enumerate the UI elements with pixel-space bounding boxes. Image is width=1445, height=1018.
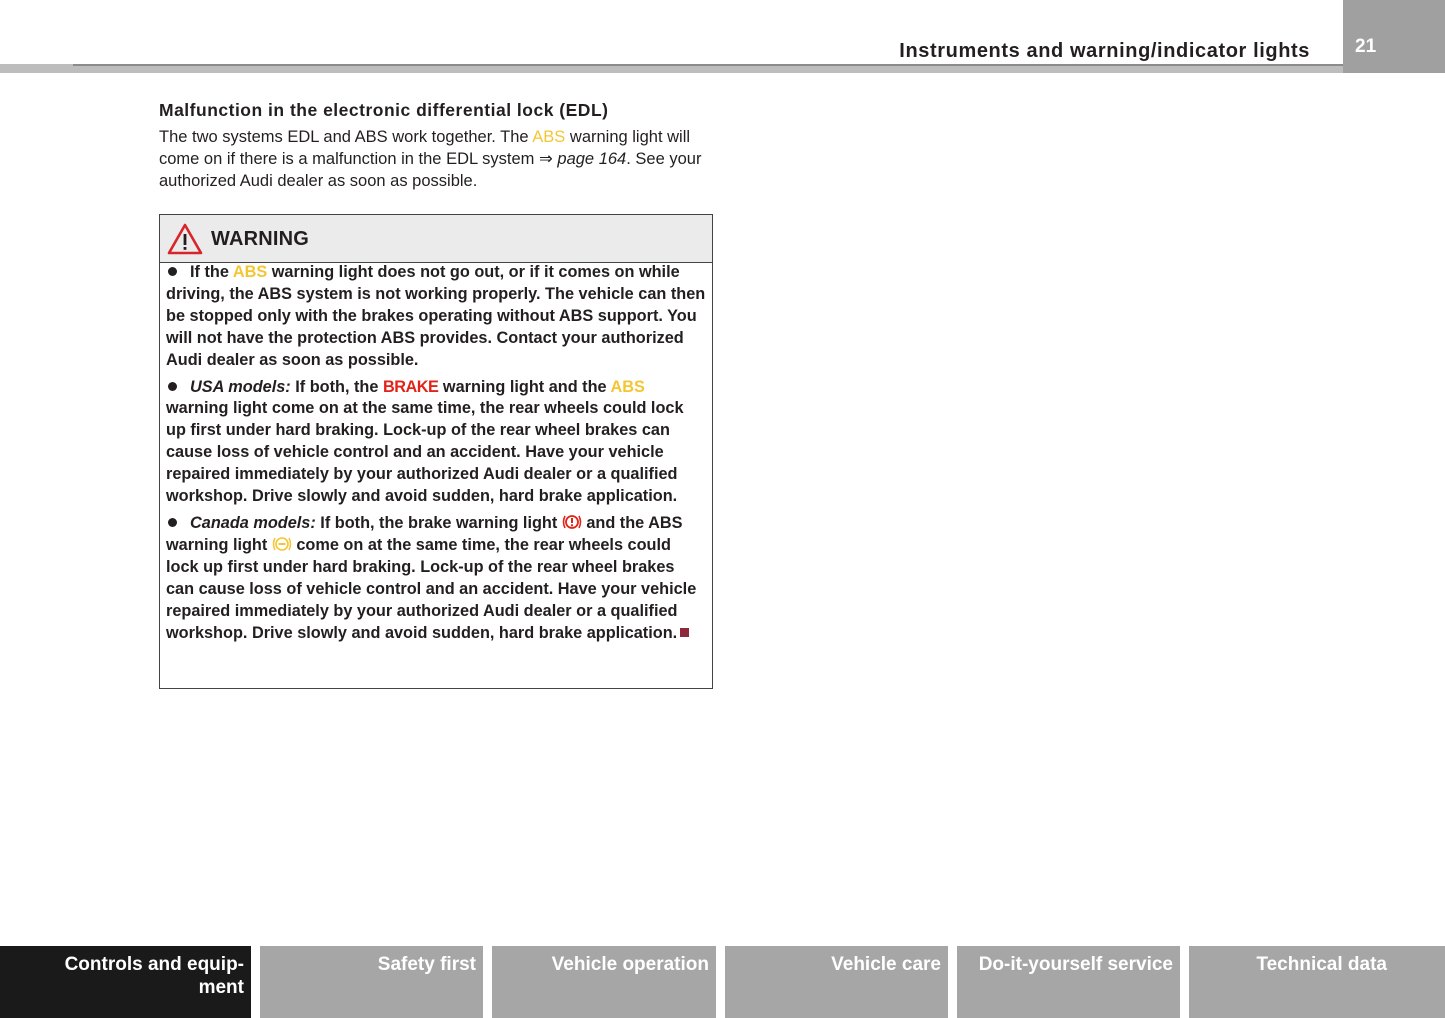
footer-nav bbox=[0, 946, 1445, 1018]
footer-tab-diy-service[interactable] bbox=[957, 946, 1180, 1018]
warning-title: WARNING bbox=[211, 228, 310, 250]
header-section-title: Instruments and warning/indicator lights bbox=[899, 40, 1310, 62]
footer-tab-controls[interactable] bbox=[0, 946, 251, 1018]
footer-tab-technical-data[interactable] bbox=[1189, 946, 1445, 1018]
intro-text-1: The two systems EDL and ABS work together. The bbox=[159, 128, 533, 146]
item-prefix: If both, the brake warning light bbox=[315, 513, 562, 532]
footer-tab-safety[interactable] bbox=[260, 946, 483, 1018]
item-text: warning light does not go out, or if it comes on while driving, the ABS system is not working properly. The vehicle can then be stopped only with the brakes operating without ABS support. You will not have the protection ABS provides. Contact your authorized Audi dealer as soon as possible. bbox=[166, 263, 706, 369]
item-text: warning light come on at the same time, the rear wheels could lock up first under hard braking. Lock-up of the rear wheel brakes can cause loss of vehicle control and an accident. Have your vehicle repaired immediately by your authorized Audi dealer or a qualified workshop. Drive slowly and avoid sudden, hard brake application. bbox=[166, 399, 684, 506]
footer-tab-label-line2: ment bbox=[198, 977, 244, 998]
item-lead: USA models: bbox=[190, 377, 291, 396]
abs-indicator-label: ABS bbox=[610, 377, 645, 396]
warning-item-canada bbox=[166, 513, 706, 644]
footer-tab-label: Do-it-yourself service bbox=[978, 954, 1173, 975]
warning-triangle-icon bbox=[167, 223, 203, 255]
item-prefix: If both, the bbox=[290, 377, 383, 396]
page-number: 21 bbox=[1355, 36, 1377, 57]
bullet-icon bbox=[168, 382, 177, 391]
footer-tab-label: Vehicle operation bbox=[551, 954, 709, 975]
footer-tab-label: Vehicle care bbox=[831, 954, 941, 975]
footer-tab-vehicle-operation[interactable] bbox=[492, 946, 716, 1018]
section-end-marker bbox=[680, 628, 689, 637]
warning-body bbox=[160, 262, 712, 644]
item-middle: and the ABS warning light bbox=[166, 513, 683, 554]
footer-tab-label-line1: Controls and equip- bbox=[64, 954, 244, 975]
page-reference-link[interactable]: page 164 bbox=[557, 150, 627, 168]
warning-item-usa bbox=[166, 377, 706, 508]
item-lead: Canada models: bbox=[190, 513, 316, 532]
header-rule bbox=[73, 64, 1343, 66]
abs-indicator-label: ABS bbox=[532, 128, 566, 146]
intro-text-2: warning light will come on if there is a malfunction in the EDL system bbox=[159, 128, 691, 168]
abs-circle-icon bbox=[272, 535, 292, 553]
item-middle: warning light and the bbox=[438, 377, 611, 396]
brake-indicator-label: BRAKE bbox=[382, 377, 439, 396]
intro-text-3: . See your authorized Audi dealer as soon as possible. bbox=[159, 150, 702, 190]
abs-indicator-label: ABS bbox=[232, 263, 268, 281]
warning-box bbox=[159, 214, 713, 689]
item-text: come on at the same time, the rear wheels could lock up first under hard braking. Lock-up of the rear wheel brakes can cause loss of vehicle control and an accident. Have your vehicle repaired immediately by your authorized Audi dealer or a qualified workshop. Drive slowly and avoid sudden, hard brake application. bbox=[166, 535, 697, 642]
item-prefix: If the bbox=[190, 263, 233, 281]
footer-tab-vehicle-care[interactable] bbox=[725, 946, 948, 1018]
bullet-icon bbox=[168, 267, 177, 276]
section-heading: Malfunction in the electronic differential lock (EDL) bbox=[159, 100, 609, 120]
intro-paragraph bbox=[159, 126, 719, 192]
footer-tab-label: Technical data bbox=[1256, 954, 1387, 975]
bullet-icon bbox=[168, 518, 177, 527]
footer-tab-label: Safety first bbox=[377, 954, 476, 975]
arrow-icon: ⇒ bbox=[538, 150, 553, 168]
warning-header bbox=[160, 215, 712, 263]
brake-circle-exclamation-icon bbox=[562, 513, 582, 531]
page-number-tab bbox=[1343, 0, 1445, 73]
warning-item-abs bbox=[166, 262, 706, 372]
